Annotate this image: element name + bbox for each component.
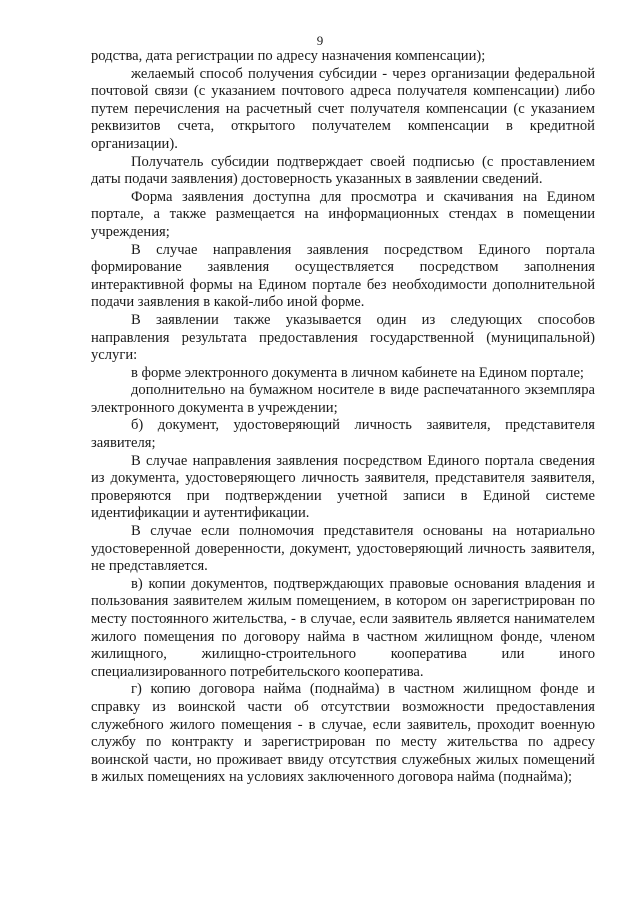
paragraph-form-availability: Форма заявления доступна для просмотра и скачивания на Едином портале, а также размещается на информационных стендах в помещении учреждения; bbox=[91, 188, 595, 240]
paragraph-result-method: В заявлении также указывается один из следующих способов направления результата предоставления государственной (муниципальной) услуги: bbox=[91, 311, 595, 364]
paragraph-signature: Получатель субсидии подтверждает своей подписью (с проставлением даты подачи заявления) достоверность указанных в заявлении сведений. bbox=[91, 153, 595, 188]
paragraph-item-v: в) копии документов, подтверждающих правовые основания владения и пользования заявителем жилым помещением, в котором он зарегистрирован по месту постоянного жительства, - в случае, если заявитель является нанимателем жилого помещения по договору найма в частном жилищном фонде, членом жилищного, жилищно-строительного кооператива или иного специализированного потребительского кооператива. bbox=[91, 575, 595, 680]
paragraph-item-b: б) документ, удостоверяющий личность заявителя, представителя заявителя; bbox=[91, 417, 595, 452]
paragraph-item-g: г) копию договора найма (поднайма) в частном жилищном фонде и справку из воинской части об отсутствии возможности предоставления служебного жилого помещения - в случае, если заявитель, проходит военную службу по контракту и зарегистрирован по месту жительства по адресу воинской части, но проживает ввиду отсутствия служебных жилых помещений в жилых помещениях на условиях заключенного договора найма (поднайма); bbox=[91, 681, 595, 786]
paragraph-identity-verification: В случае направления заявления посредством Единого портала сведения из документа, удостоверяющего личность заявителя, представителя заявителя, проверяются при подтверждении учетной записи в Единой системе идентификации и аутентификации. bbox=[91, 452, 595, 522]
paragraph-paper-copy: дополнительно на бумажном носителе в виде распечатанного экземпляра электронного документа в учреждении; bbox=[91, 382, 595, 416]
paragraph-notarial-power: В случае если полномочия представителя основаны на нотариально удостоверенной доверенности, документ, удостоверяющий личность заявителя, не представляется. bbox=[91, 523, 595, 575]
paragraph-continuation: родства, дата регистрации по адресу назначения компенсации); bbox=[91, 48, 486, 64]
paragraph-payment-method: желаемый способ получения субсидии - через организации федеральной почтовой связи (с указанием почтового адреса получателя компенсации) либо путем перечисления на расчетный счет получателя компенсации (с указанием реквизитов счета, открытого получателем компенсации в кредитной организации). bbox=[91, 65, 595, 152]
document-body bbox=[91, 48, 595, 787]
page-number: 9 bbox=[316, 33, 324, 48]
paragraph-electronic-document: в форме электронного документа в личном кабинете на Едином портале; bbox=[131, 364, 584, 381]
paragraph-portal-submission: В случае направления заявления посредством Единого портала формирование заявления осуществляется посредством заполнения интерактивной формы на Едином портале без необходимости дополнительной подачи заявления в какой-либо иной форме. bbox=[91, 241, 595, 311]
